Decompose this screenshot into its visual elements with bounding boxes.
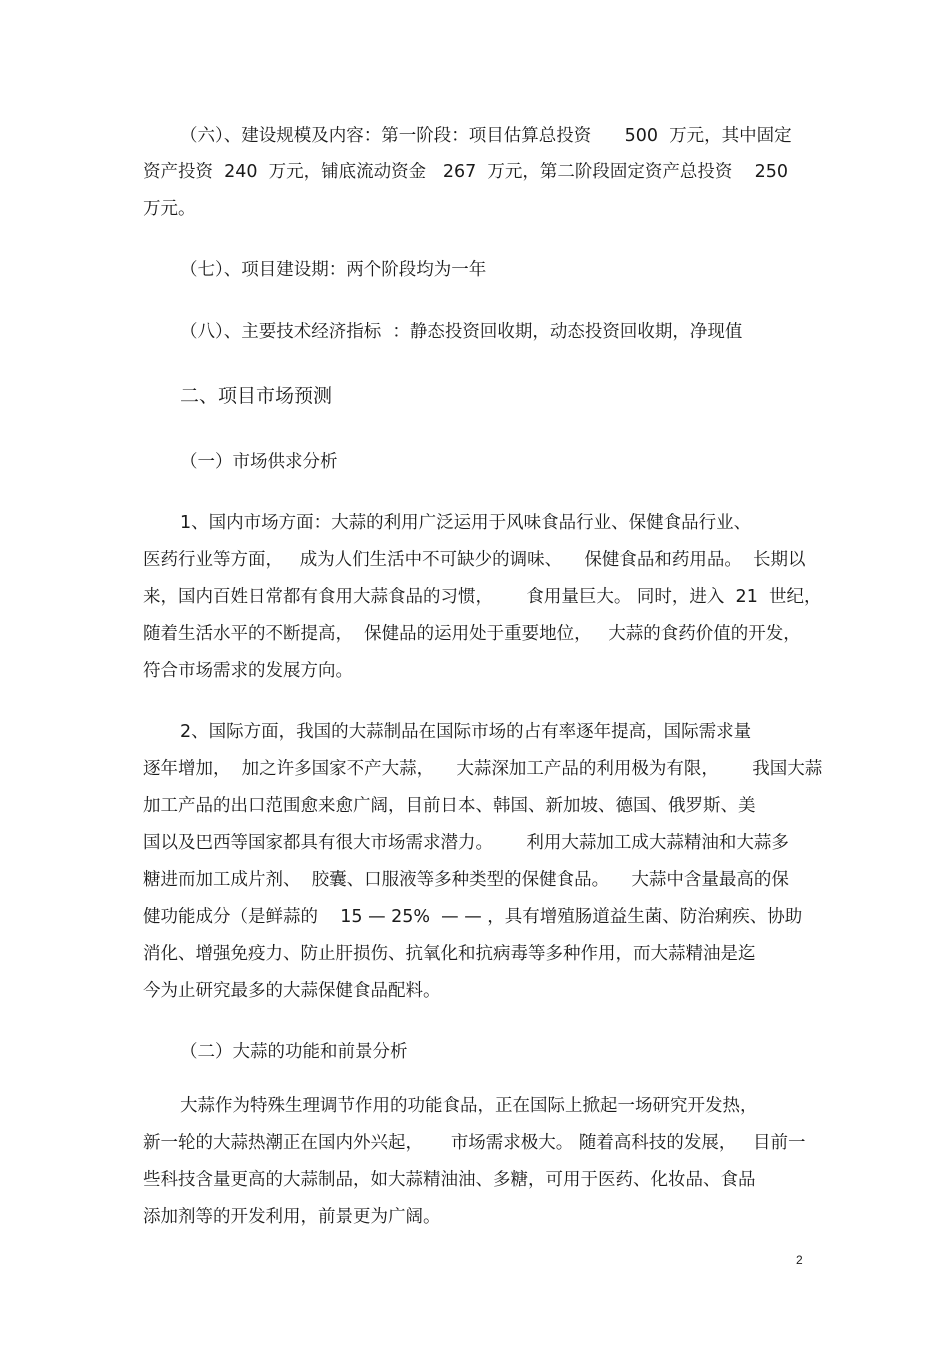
paragraph-line: （八）、主要技术经济指标 ：静态投资回收期，动态投资回收期，净现值 <box>180 322 743 342</box>
paragraph-line: （六）、建设规模及内容：第一阶段：项目估算总投资 500 万元，其中固定 <box>180 126 792 146</box>
paragraph-line: 国以及巴西等国家都具有很大市场需求潜力。 利用大蒜加工成大蒜精油和大蒜多 <box>143 833 789 853</box>
paragraph-line: 医药行业等方面， 成为人们生活中不可缺少的调味、 保健食品和药用品。 长期以 <box>143 550 806 570</box>
paragraph-line: 1、国内市场方面：大蒜的利用广泛运用于风味食品行业、保健食品行业、 <box>180 513 752 533</box>
paragraph-line: 大蒜作为特殊生理调节作用的功能食品，正在国际上掀起一场研究开发热， <box>180 1096 758 1116</box>
paragraph-line: 健功能成分（是鲜蒜的 15 — 25% — — ，具有增殖肠道益生菌、防治痢疾、协助 <box>143 907 803 927</box>
paragraph-line: 加工产品的出口范围愈来愈广阔，目前日本、韩国、新加坡、德国、俄罗斯、美 <box>143 796 756 816</box>
page-number: 2 <box>796 1253 803 1267</box>
paragraph-line: （七）、项目建设期：两个阶段均为一年 <box>180 260 487 280</box>
paragraph-line: 万元。 <box>143 199 196 219</box>
paragraph-line: 些科技含量更高的大蒜制品，如大蒜精油油、多糖，可用于医药、化妆品、食品 <box>143 1170 756 1190</box>
paragraph-line: 消化、增强免疫力、防止肝损伤、抗氧化和抗病毒等多种作用，而大蒜精油是迄 <box>143 944 756 964</box>
paragraph-line: 添加剂等的开发利用，前景更为广阔。 <box>143 1207 441 1227</box>
section-heading: 二、项目市场预测 <box>180 385 333 407</box>
subsection-heading: （一）市场供求分析 <box>180 452 338 472</box>
paragraph-line: 新一轮的大蒜热潮正在国内外兴起， 市场需求极大。 随着高科技的发展， 目前一 <box>143 1133 806 1153</box>
paragraph-line: 资产投资 240 万元，铺底流动资金 267 万元，第二阶段固定资产总投资 250 <box>143 162 789 182</box>
paragraph-line: 逐年增加， 加之许多国家不产大蒜， 大蒜深加工产品的利用极为有限， 我国大蒜 <box>143 759 823 779</box>
paragraph-line: 符合市场需求的发展方向。 <box>143 661 353 681</box>
paragraph-line: 今为止研究最多的大蒜保健食品配料。 <box>143 981 441 1001</box>
paragraph-line: 2、国际方面，我国的大蒜制品在国际市场的占有率逐年提高，国际需求量 <box>180 722 752 742</box>
paragraph-line: 随着生活水平的不断提高， 保健品的运用处于重要地位， 大蒜的食药价值的开发， <box>143 624 801 644</box>
subsection-heading: （二）大蒜的功能和前景分析 <box>180 1042 408 1062</box>
paragraph-line: 来，国内百姓日常都有食用大蒜食品的习惯， 食用量巨大。 同时，进入 21 世纪， <box>143 587 822 607</box>
paragraph-line: 糖进而加工成片剂、 胶囊、口服液等多种类型的保健食品。 大蒜中含量最高的保 <box>143 870 789 890</box>
